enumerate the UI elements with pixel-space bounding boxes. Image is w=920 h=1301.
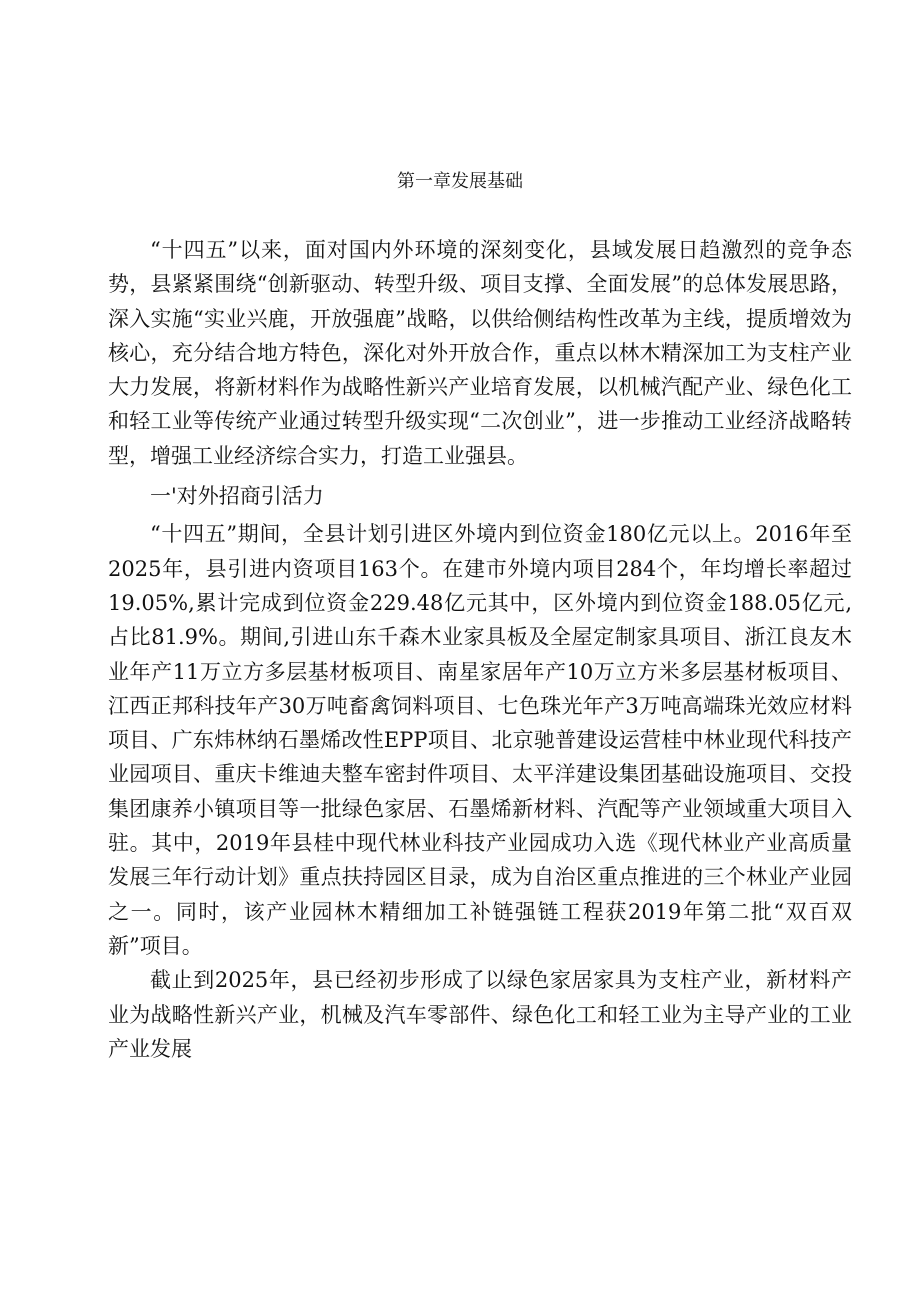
section-heading: 一'对外招商引活力 xyxy=(150,484,324,509)
intro-paragraph: “十四五”以来，面对国内外环境的深刻变化，县域发展日趋激烈的竞争态势，县紧紧围绕“创新驱动、转型升级、项目支撑、全面发展”的总体发展思路，深入实施“实业兴鹿，开放强鹿”战略，以供给侧结构性改革为主线，提质增效为核心，充分结合地方特色，深化对外开放合作，重点以林木精深加工为支柱产业大力发展，将新材料作为战略性新兴产业培育发展，以机械汽配产业、绿色化工和轻工业等传统产业通过转型升级实现“二次创业”，进一步推动工业经济战略转型，增强工业经济综合实力，打造工业强县。 xyxy=(108,238,852,468)
industry-paragraph: 截止到2025年，县已经初步形成了以绿色家居家具为支柱产业，新材料产业为战略性新兴产业，机械及汽车零部件、绿色化工和轻工业为主导产业的工业产业发展 xyxy=(108,968,852,1061)
chapter-title: 第一章发展基础 xyxy=(397,171,523,192)
document-body xyxy=(108,233,852,1066)
investment-paragraph: “十四五”期间，全县计划引进区外境内到位资金180亿元以上。2016年至2025年，县引进内资项目163个。在建市外境内项目284个，年均增长率超过19.05%,累计完成到位资金229.48亿元其中，区外境内到位资金188.05亿元,占比81.9%。期间,引进山东千森木业家具板及全屋定制家具项目、浙江良友木业年产11万立方多层基材板项目、南星家居年产10万立方米多层基材板项目、江西正邦科技年产30万吨畜禽饲料项目、七色珠光年产3万吨高端珠光效应材料项目、广东炜林纳石墨烯改性EPP项目、北京驰普建设运营桂中林业现代科技产业园项目、重庆卡维迪夫整车密封件项目、太平洋建设集团基础设施项目、交投集团康养小镇项目等一批绿色家居、石墨烯新材料、汽配等产业领域重大项目入驻。其中，2019年县桂中现代林业科技产业园成功入选《现代林业产业高质量发展三年行动计划》重点扶持园区目录，成为自治区重点推进的三个林业产业园之一。同时，该产业园林木精细加工补链强链工程获2019年第二批“双百双新”项目。 xyxy=(108,522,852,958)
